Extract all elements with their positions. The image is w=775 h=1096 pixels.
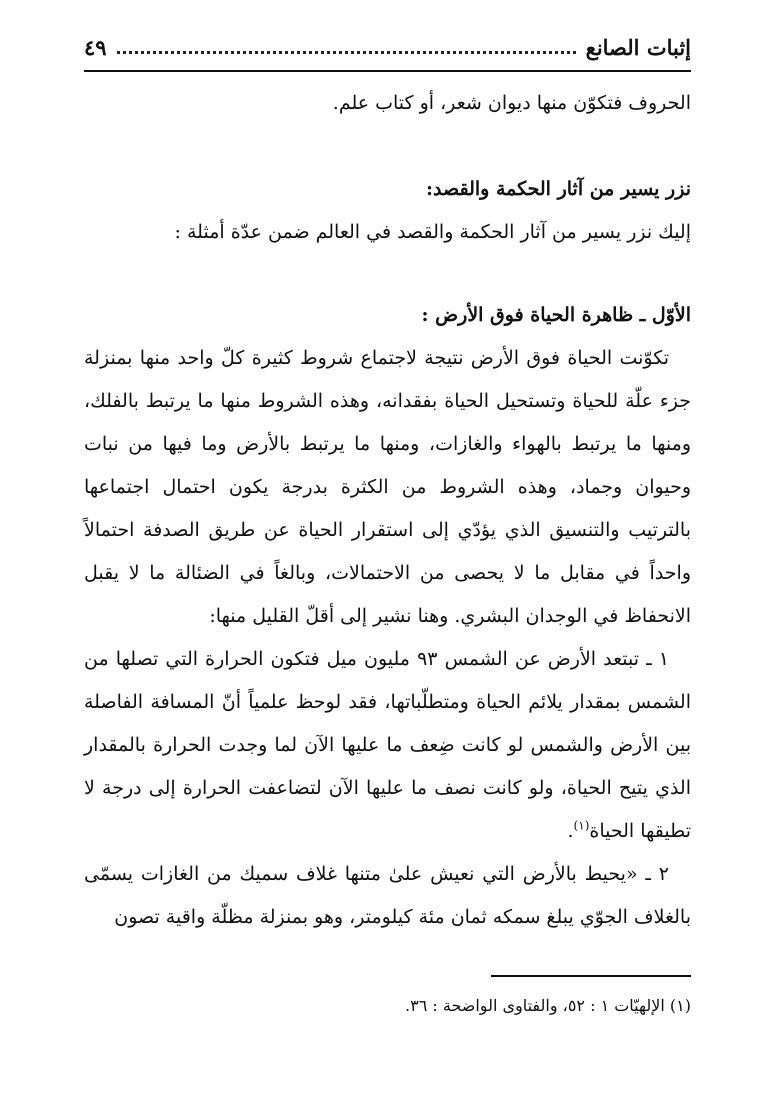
body-text [84, 82, 691, 939]
list-item-text: ١ ـ تبتعد الأرض عن الشمس ٩٣ مليون ميل فتكون الحرارة التي تصلها من الشمس بمقدار يلائم الحياة ومتطلّباتها، فقد لوحظ علمياً أنّ المسافة الفاصلة بين الأرض والشمس لو كانت ضِعف ما عليها الآن لما وجدت الحرارة بالمقدار الذي يتيح الحياة، ولو كانت نصف ما عليها الآن لتضاعفت الحرارة إلى درجة لا تطيقها الحياة [84, 648, 691, 842]
subheading: الأوّل ـ ظاهرة الحياة فوق الأرض : [421, 304, 691, 326]
list-item: ٢ ـ «يحيط بالأرض التي نعيش علىٰ متنها غلاف سميك من الغازات يسمّى بالغلاف الجوّي يبلغ سمكه ثمان مئة كيلومتر، وهو بمنزلة مظلّة واقية تصون [84, 863, 691, 928]
header-rule [84, 70, 691, 72]
section-heading: نزر يسير من آثار الحكمة والقصد: [426, 178, 691, 200]
dot-leader [117, 51, 576, 54]
list-item [84, 638, 691, 853]
carryover-paragraph: الحروف فتكوّن منها ديوان شعر، أو كتاب علم. [332, 92, 691, 114]
footnote-rule [491, 975, 691, 977]
running-header [84, 30, 691, 64]
spacer [84, 254, 691, 294]
footnote: (١) الإلهيّات ١ : ٥٢، والفتاوى الواضحة : ٣٦. [405, 996, 691, 1015]
section-intro: إليك نزر يسير من آثار الحكمة والقصد في العالم ضمن عدّة أمثلة : [174, 221, 691, 243]
page-number: ٤٩ [84, 34, 107, 60]
paragraph: تكوّنت الحياة فوق الأرض نتيجة لاجتماع شروط كثيرة كلّ واحد منها بمنزلة جزء علّة للحياة وتستحيل الحياة بفقدانه، وهذه الشروط منها ما يرتبط بالفلك، ومنها ما يرتبط بالهواء والغازات، ومنها ما يرتبط بالأرض وما فيها من نبات وحيوان وجماد، وهذه الشروط من الكثرة بدرجة يكون احتمال اجتماعها بالترتيب والتنسيق الذي يؤدّي إلى استقرار الحياة عن طريق الصدفة احتمالاً واحداً في مقابل ما لا يحصى من الاحتمالات، وبالغاً في الضئالة ما لا يقبل الانحفاظ في الوجدان البشري. وهنا نشير إلى أقلّ القليل منها: [84, 347, 691, 627]
footnote-ref[interactable]: (١) [573, 818, 590, 833]
spacer [84, 125, 691, 168]
list-item-end: . [567, 820, 574, 842]
book-title: إثبات الصانع [585, 34, 691, 60]
